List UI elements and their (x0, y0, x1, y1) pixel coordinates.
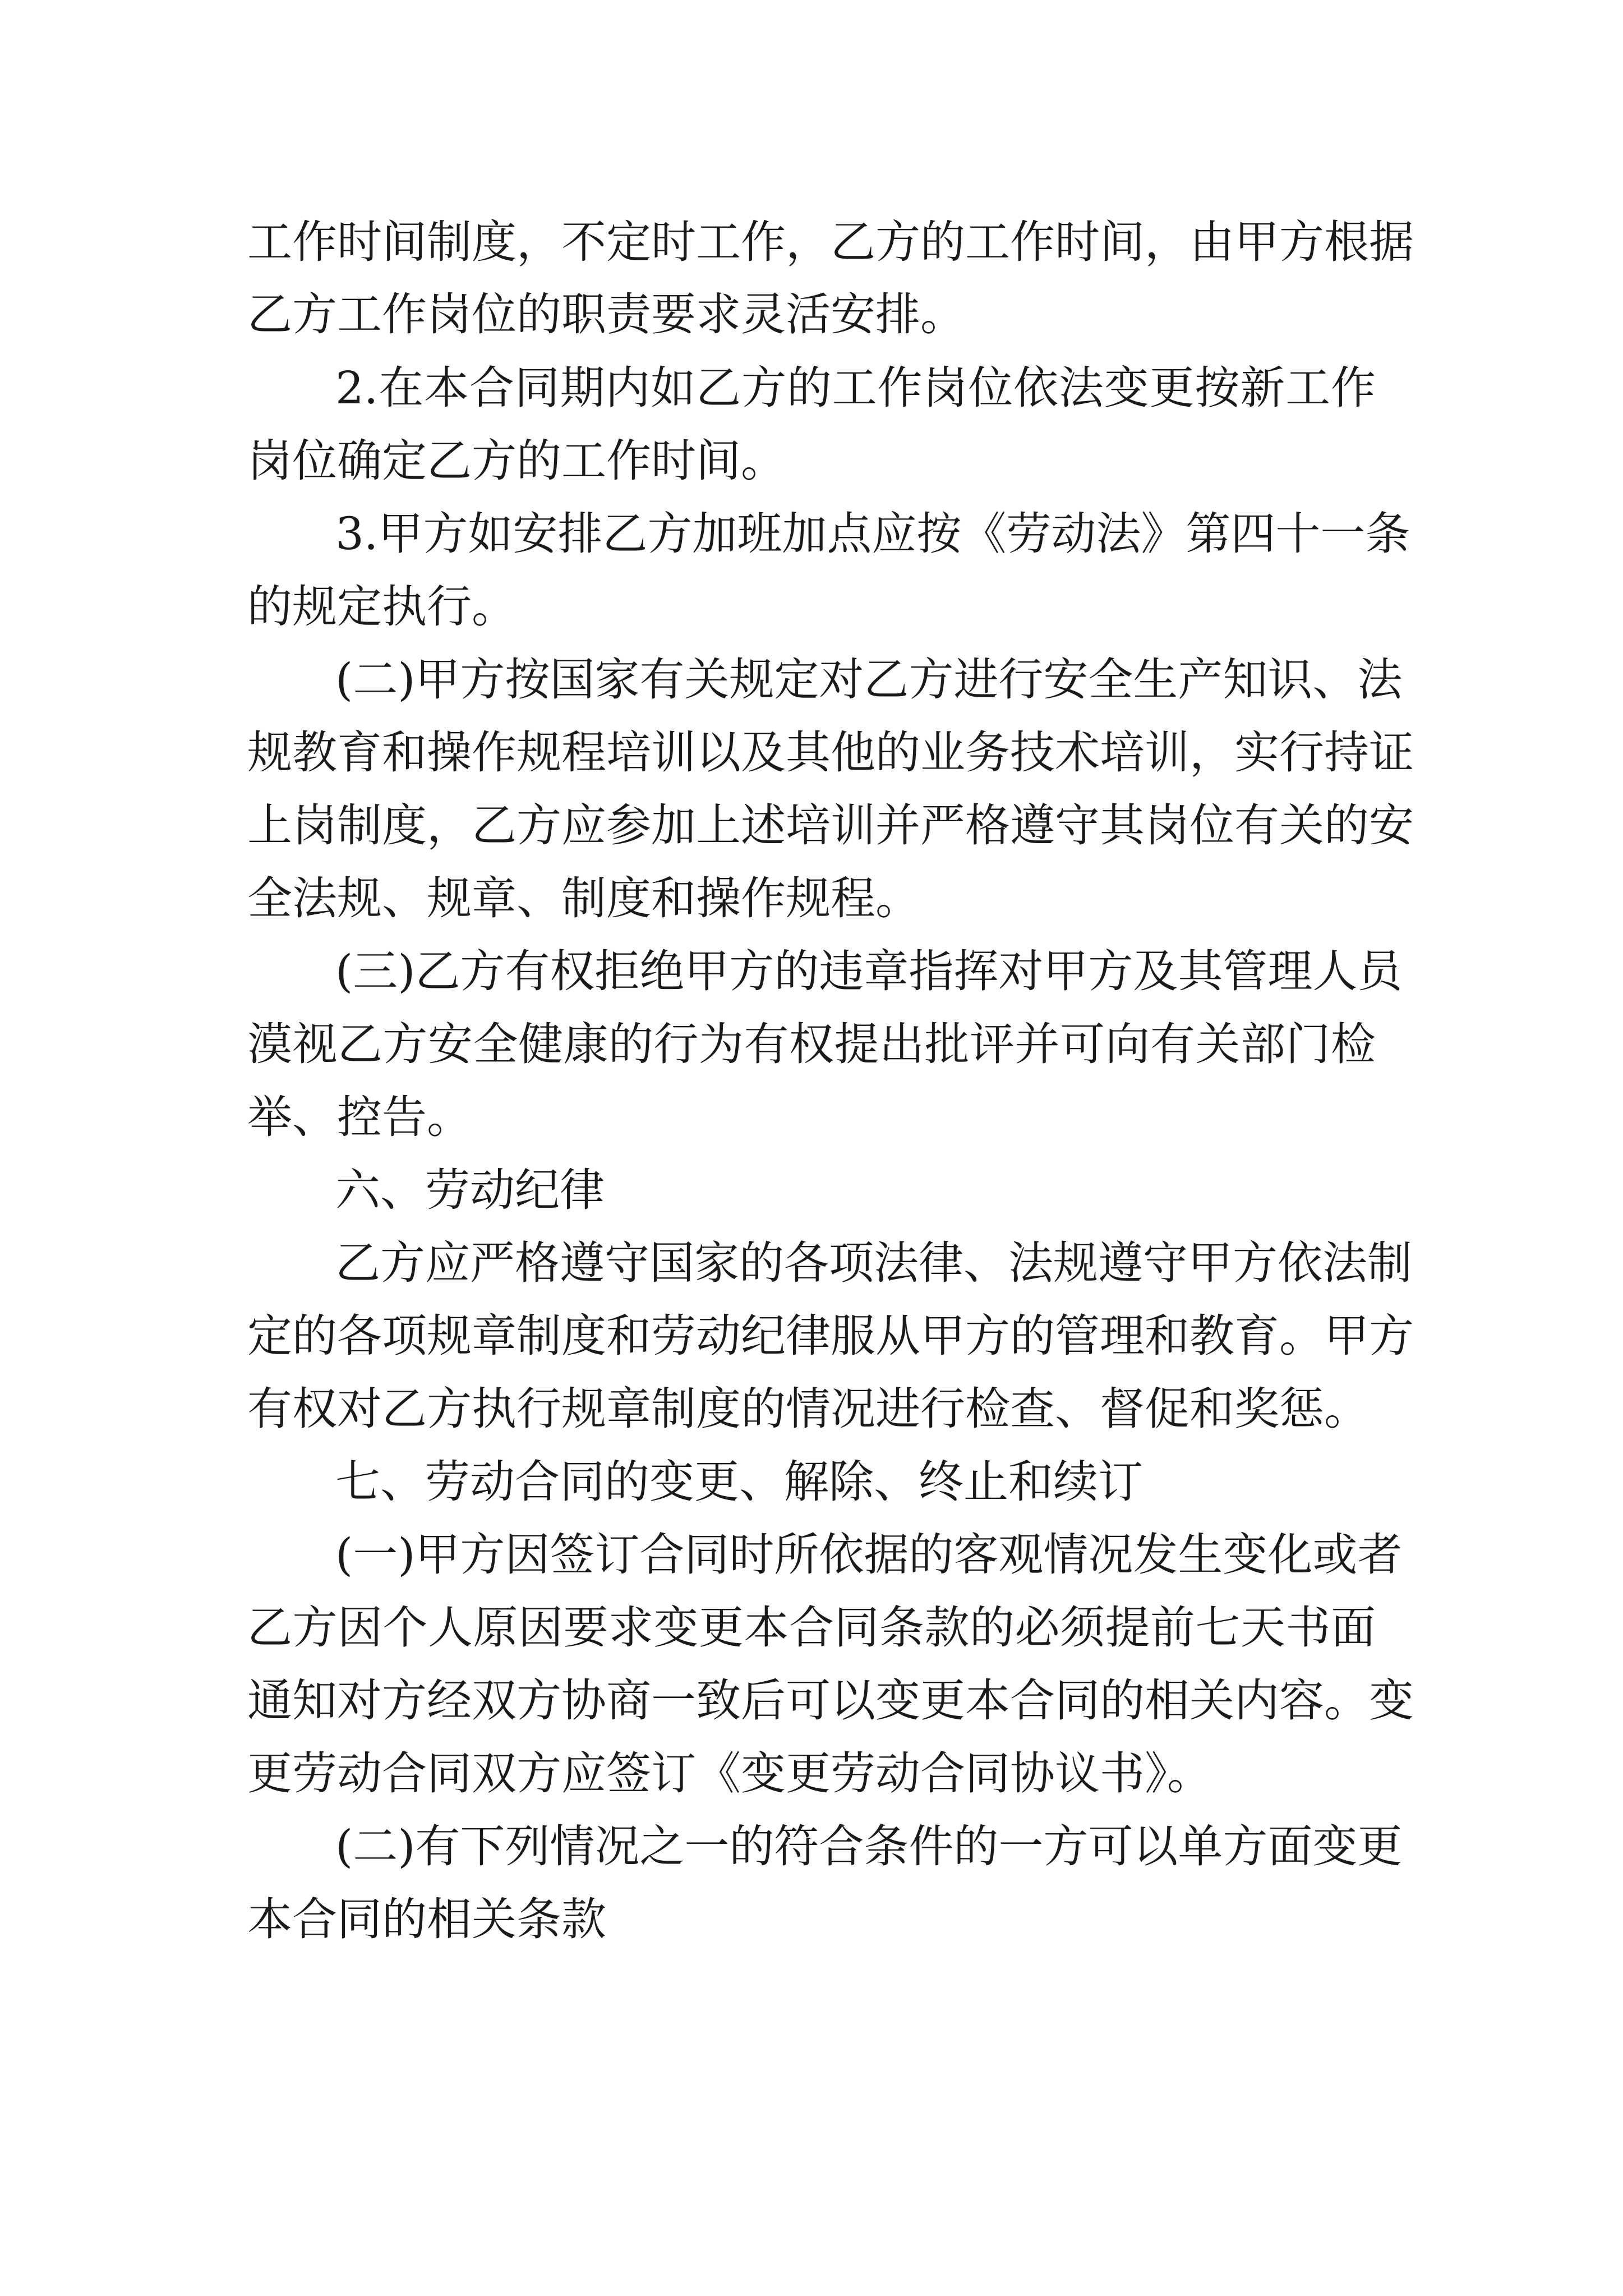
body-line: (三)乙方有权拒绝甲方的违章指挥对甲方及其管理人员 (335, 945, 1403, 997)
body-line: 全法规、规章、制度和操作规程。 (247, 872, 920, 924)
body-line: (二)甲方按国家有关规定对乙方进行安全生产知识、法 (335, 654, 1403, 706)
body-line: 更劳动合同双方应签订《变更劳动合同协议书》。 (247, 1747, 1212, 1800)
body-line: 乙方工作岗位的职责要求灵活安排。 (247, 288, 965, 341)
section-heading: 七、劳动合同的变更、解除、终止和续订 (335, 1456, 1143, 1508)
body-line: 的规定执行。 (247, 581, 517, 633)
body-line: 举、控告。 (247, 1091, 472, 1143)
body-line: 本合同的相关条款 (247, 1893, 606, 1945)
body-line: 有权对乙方执行规章制度的情况进行检查、督促和奖惩。 (247, 1383, 1369, 1435)
body-line: 工作时间制度，不定时工作，乙方的工作时间，由甲方根据 (247, 216, 1414, 268)
body-line: (一)甲方因签订合同时所依据的客观情况发生变化或者 (335, 1529, 1403, 1581)
body-line: 3.甲方如安排乙方加班加点应按《劳动法》第四十一条 (335, 508, 1410, 560)
body-line: (二)有下列情况之一的符合条件的一方可以单方面变更 (335, 1820, 1403, 1872)
body-line: 2.在本合同期内如乙方的工作岗位依法变更按新工作 (335, 362, 1376, 414)
body-line: 岗位确定乙方的工作时间。 (247, 435, 786, 487)
body-line: 漠视乙方安全健康的行为有权提出批评并可向有关部门检 (247, 1018, 1376, 1070)
body-line: 定的各项规章制度和劳动纪律服从甲方的管理和教育。甲方 (247, 1310, 1414, 1362)
section-heading: 六、劳动纪律 (335, 1164, 605, 1216)
body-line: 乙方因个人原因要求变更本合同条款的必须提前七天书面 (247, 1602, 1376, 1654)
body-line: 乙方应严格遵守国家的各项法律、法规遵守甲方依法制 (335, 1237, 1412, 1289)
body-line: 规教育和操作规程培训以及其他的业务技术培训，实行持证 (247, 726, 1414, 779)
body-line: 通知对方经双方协商一致后可以变更本合同的相关内容。变 (247, 1674, 1414, 1727)
body-line: 上岗制度，乙方应参加上述培训并严格遵守其岗位有关的安 (247, 799, 1414, 852)
